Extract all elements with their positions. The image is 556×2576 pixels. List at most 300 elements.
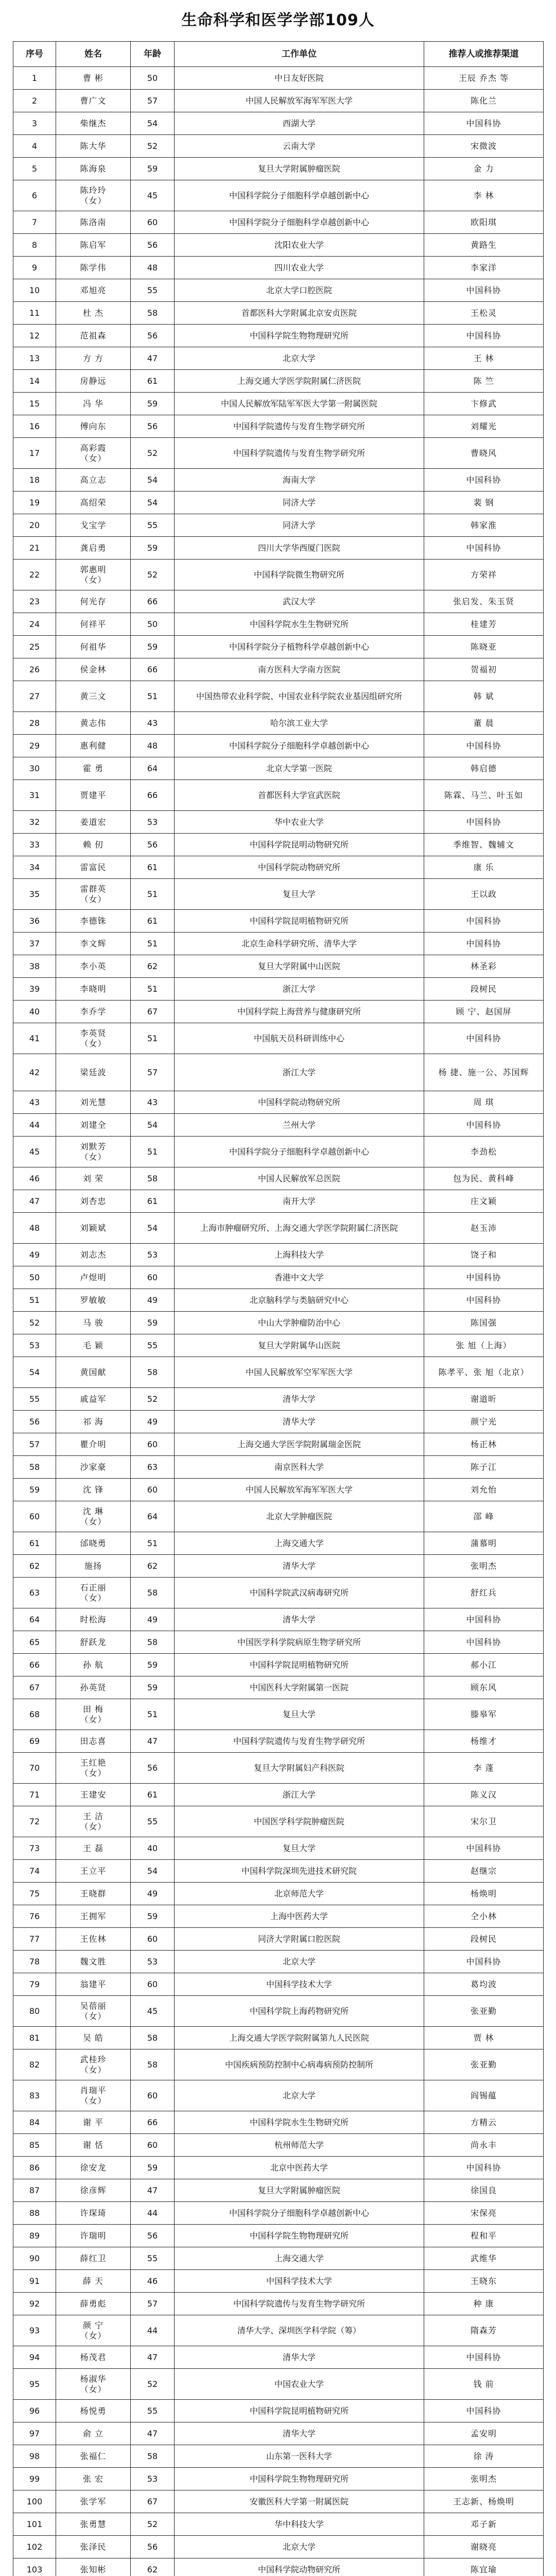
cell-recommender: 贾 林 — [424, 2027, 544, 2049]
cell-name: 王佐林 — [56, 1928, 131, 1951]
cell-organization: 杭州师范大学 — [175, 2134, 424, 2157]
cell-age: 44 — [131, 2202, 175, 2225]
cell-organization: 浙江大学 — [175, 978, 424, 1001]
table-row — [13, 1555, 544, 1578]
cell-name: 陈大华 — [56, 135, 131, 158]
table-row — [13, 1334, 544, 1357]
cell-recommender: 张亚勤 — [424, 2049, 544, 2080]
cell-index: 35 — [13, 879, 56, 910]
cell-age: 59 — [131, 393, 175, 415]
cell-age: 61 — [131, 856, 175, 879]
cell-organization: 同济大学 — [175, 492, 424, 514]
table-row — [13, 2293, 544, 2315]
cell-organization: 四川农业大学 — [175, 257, 424, 279]
cell-recommender: 中国科协 — [424, 1114, 544, 1137]
cell-name: 薛 天 — [56, 2270, 131, 2293]
cell-age: 51 — [131, 1023, 175, 1054]
cell-recommender: 中国科协 — [424, 279, 544, 302]
cell-name: 刘杏忠 — [56, 1190, 131, 1213]
cell-age: 67 — [131, 1001, 175, 1023]
table-row — [13, 67, 544, 90]
cell-age: 57 — [131, 90, 175, 112]
cell-age: 52 — [131, 560, 175, 590]
cell-name: 范祖森 — [56, 325, 131, 347]
cell-age: 60 — [131, 1266, 175, 1289]
table-row — [13, 1190, 544, 1213]
cell-recommender: 颜宁光 — [424, 1411, 544, 1433]
cell-organization: 中国科学技术大学 — [175, 2270, 424, 2293]
cell-recommender: 陈 竺 — [424, 370, 544, 393]
cell-recommender: 蒲慕明 — [424, 1532, 544, 1555]
cell-recommender: 谢道昕 — [424, 1388, 544, 1411]
cell-name: 王 洁 （女） — [56, 1806, 131, 1837]
cell-index: 23 — [13, 590, 56, 613]
cell-index: 96 — [13, 2400, 56, 2422]
cell-recommender: 宋尔卫 — [424, 1806, 544, 1837]
cell-name: 武桂珍 （女） — [56, 2049, 131, 2080]
cell-organization: 北京大学 — [175, 347, 424, 370]
cell-index: 50 — [13, 1266, 56, 1289]
cell-organization: 中国科学院昆明植物研究所 — [175, 2400, 424, 2422]
cell-organization: 上海中医药大学 — [175, 1905, 424, 1928]
cell-recommender: 林圣彩 — [424, 955, 544, 978]
cell-recommender: 孟安明 — [424, 2422, 544, 2445]
table-row — [13, 1289, 544, 1312]
cell-organization: 华中农业大学 — [175, 811, 424, 834]
cell-organization: 浙江大学 — [175, 1784, 424, 1806]
cell-recommender: 庄文颖 — [424, 1190, 544, 1213]
cell-index: 85 — [13, 2134, 56, 2157]
cell-name: 房静远 — [56, 370, 131, 393]
cell-name: 梁廷波 — [56, 1054, 131, 1091]
cell-name: 张勇慧 — [56, 2513, 131, 2536]
cell-age: 43 — [131, 1091, 175, 1114]
cell-index: 48 — [13, 1213, 56, 1244]
cell-recommender: 中国科协 — [424, 735, 544, 757]
cell-age: 58 — [131, 1357, 175, 1388]
cell-age: 45 — [131, 1996, 175, 2027]
cell-name: 许琛琦 — [56, 2202, 131, 2225]
cell-organization: 中国科学院深圳先进技术研究院 — [175, 1860, 424, 1883]
cell-organization: 北京大学肿瘤医院 — [175, 1501, 424, 1532]
cell-organization: 北京大学第一医院 — [175, 757, 424, 780]
cell-name: 祁 海 — [56, 1411, 131, 1433]
cell-age: 66 — [131, 780, 175, 811]
cell-name: 高彩霞 （女） — [56, 438, 131, 469]
cell-name: 杨淑华 （女） — [56, 2369, 131, 2400]
cell-age: 48 — [131, 257, 175, 279]
cell-recommender: 中国科协 — [424, 1266, 544, 1289]
cell-index: 75 — [13, 1883, 56, 1905]
cell-age: 54 — [131, 112, 175, 135]
cell-age: 40 — [131, 1837, 175, 1860]
cell-recommender: 方荣祥 — [424, 560, 544, 590]
table-row — [13, 2369, 544, 2400]
cell-name: 霍 勇 — [56, 757, 131, 780]
table-row — [13, 2225, 544, 2247]
cell-recommender: 顾 宁、赵国屏 — [424, 1001, 544, 1023]
cell-recommender: 王志新、杨焕明 — [424, 2490, 544, 2513]
table-row — [13, 1996, 544, 2027]
table-row — [13, 2179, 544, 2202]
cell-age: 58 — [131, 302, 175, 325]
cell-index: 36 — [13, 910, 56, 933]
cell-age: 61 — [131, 370, 175, 393]
table-row — [13, 234, 544, 257]
cell-recommender: 中国科协 — [424, 1289, 544, 1312]
cell-index: 63 — [13, 1578, 56, 1608]
cell-index: 52 — [13, 1312, 56, 1334]
candidates-table — [13, 41, 544, 2576]
cell-index: 68 — [13, 1699, 56, 1730]
cell-age: 60 — [131, 2134, 175, 2157]
cell-recommender: 裴 钢 — [424, 492, 544, 514]
cell-index: 84 — [13, 2111, 56, 2134]
cell-age: 60 — [131, 1433, 175, 1456]
cell-name: 冯 华 — [56, 393, 131, 415]
cell-name: 吴 皓 — [56, 2027, 131, 2049]
table-row — [13, 856, 544, 879]
cell-index: 16 — [13, 415, 56, 438]
cell-organization: 中国科学院遗传与发育生物学研究所 — [175, 415, 424, 438]
cell-name: 徐安龙 — [56, 2157, 131, 2179]
cell-organization: 清华大学、深圳医学科学院（筹） — [175, 2315, 424, 2346]
cell-organization: 南方医科大学南方医院 — [175, 658, 424, 681]
cell-name: 黄志伟 — [56, 712, 131, 735]
cell-organization: 中国科学院昆明植物研究所 — [175, 1654, 424, 1676]
cell-index: 89 — [13, 2225, 56, 2247]
cell-organization: 中国医学科学院肿瘤医院 — [175, 1806, 424, 1837]
cell-name: 郭惠明 （女） — [56, 560, 131, 590]
cell-name: 石正丽 （女） — [56, 1578, 131, 1608]
cell-index: 43 — [13, 1091, 56, 1114]
cell-organization: 山东第一医科大学 — [175, 2445, 424, 2468]
cell-organization: 中国科学院昆明动物研究所 — [175, 834, 424, 856]
cell-age: 47 — [131, 347, 175, 370]
cell-age: 51 — [131, 879, 175, 910]
cell-name: 邰晓勇 — [56, 1532, 131, 1555]
table-row — [13, 1860, 544, 1883]
cell-recommender: 陈子江 — [424, 1456, 544, 1479]
cell-index: 99 — [13, 2468, 56, 2490]
cell-recommender: 李劲松 — [424, 1137, 544, 1167]
cell-name: 刘颖斌 — [56, 1213, 131, 1244]
table-row — [13, 1951, 544, 1973]
cell-organization: 中日友好医院 — [175, 67, 424, 90]
cell-organization: 中国科学院遗传与发育生物学研究所 — [175, 2293, 424, 2315]
cell-index: 74 — [13, 1860, 56, 1883]
cell-recommender: 刘允怡 — [424, 1479, 544, 1501]
cell-name: 李英贤 （女） — [56, 1023, 131, 1054]
cell-name: 黄国献 — [56, 1357, 131, 1388]
cell-age: 59 — [131, 537, 175, 560]
cell-name: 雷群英 （女） — [56, 879, 131, 910]
cell-index: 78 — [13, 1951, 56, 1973]
cell-organization: 中国农业大学 — [175, 2369, 424, 2400]
cell-name: 何光存 — [56, 590, 131, 613]
cell-organization: 北京大学 — [175, 2080, 424, 2111]
table-row — [13, 978, 544, 1001]
cell-organization: 上海交通大学 — [175, 1532, 424, 1555]
table-row — [13, 257, 544, 279]
cell-index: 54 — [13, 1357, 56, 1388]
table-row — [13, 1388, 544, 1411]
table-row — [13, 2080, 544, 2111]
cell-age: 54 — [131, 492, 175, 514]
cell-organization: 西湖大学 — [175, 112, 424, 135]
cell-recommender: 饶子和 — [424, 1244, 544, 1266]
cell-index: 7 — [13, 211, 56, 234]
cell-index: 3 — [13, 112, 56, 135]
cell-age: 55 — [131, 279, 175, 302]
cell-name: 惠利健 — [56, 735, 131, 757]
table-row — [13, 780, 544, 811]
cell-organization: 首都医科大学宣武医院 — [175, 780, 424, 811]
cell-name: 罗敏敏 — [56, 1289, 131, 1312]
cell-index: 73 — [13, 1837, 56, 1860]
cell-recommender: 陈孝平、张 旭（北京） — [424, 1357, 544, 1388]
table-row — [13, 492, 544, 514]
cell-index: 19 — [13, 492, 56, 514]
cell-index: 2 — [13, 90, 56, 112]
table-row — [13, 438, 544, 469]
cell-index: 51 — [13, 1289, 56, 1312]
cell-age: 56 — [131, 834, 175, 856]
cell-organization: 南开大学 — [175, 1190, 424, 1213]
cell-index: 27 — [13, 681, 56, 712]
cell-age: 55 — [131, 1334, 175, 1357]
table-row — [13, 325, 544, 347]
cell-name: 张泽民 — [56, 2536, 131, 2558]
cell-name: 姜道宏 — [56, 811, 131, 834]
cell-organization: 上海市肿瘤研究所、上海交通大学医学院附属仁济医院 — [175, 1213, 424, 1244]
cell-organization: 中国科学院上海药物研究所 — [175, 1996, 424, 2027]
header-name: 姓名 — [56, 42, 131, 67]
cell-index: 32 — [13, 811, 56, 834]
cell-age: 58 — [131, 2049, 175, 2080]
cell-organization: 浙江大学 — [175, 1054, 424, 1091]
table-row — [13, 1244, 544, 1266]
cell-recommender: 邓子新 — [424, 2513, 544, 2536]
cell-recommender: 张明杰 — [424, 1555, 544, 1578]
cell-age: 60 — [131, 1479, 175, 1501]
cell-organization: 四川大学华西厦门医院 — [175, 537, 424, 560]
cell-name: 魏文胜 — [56, 1951, 131, 1973]
cell-index: 40 — [13, 1001, 56, 1023]
table-row — [13, 415, 544, 438]
cell-index: 64 — [13, 1608, 56, 1631]
cell-recommender: 中国科协 — [424, 811, 544, 834]
cell-organization: 中国科学院水生生物研究所 — [175, 2111, 424, 2134]
cell-organization: 清华大学 — [175, 2422, 424, 2445]
cell-organization: 北京大学 — [175, 2536, 424, 2558]
table-row — [13, 279, 544, 302]
cell-index: 94 — [13, 2346, 56, 2369]
cell-name: 徐彦辉 — [56, 2179, 131, 2202]
cell-name: 张福仁 — [56, 2445, 131, 2468]
cell-index: 13 — [13, 347, 56, 370]
cell-index: 65 — [13, 1631, 56, 1654]
table-row — [13, 514, 544, 537]
table-row — [13, 135, 544, 158]
cell-index: 55 — [13, 1388, 56, 1411]
cell-index: 81 — [13, 2027, 56, 2049]
cell-index: 30 — [13, 757, 56, 780]
cell-age: 61 — [131, 1784, 175, 1806]
cell-name: 李文辉 — [56, 933, 131, 955]
cell-recommender: 阎锡蕴 — [424, 2080, 544, 2111]
cell-age: 49 — [131, 1883, 175, 1905]
cell-recommender: 陈霖、马兰、叶玉如 — [424, 780, 544, 811]
cell-index: 24 — [13, 613, 56, 636]
cell-recommender: 隋森芳 — [424, 2315, 544, 2346]
cell-age: 51 — [131, 1532, 175, 1555]
cell-index: 4 — [13, 135, 56, 158]
cell-index: 86 — [13, 2157, 56, 2179]
cell-organization: 中国医科大学附属第一医院 — [175, 1676, 424, 1699]
cell-age: 62 — [131, 2558, 175, 2576]
cell-organization: 北京脑科学与类脑研究中心 — [175, 1289, 424, 1312]
cell-index: 12 — [13, 325, 56, 347]
cell-age: 52 — [131, 1388, 175, 1411]
cell-organization: 清华大学 — [175, 1608, 424, 1631]
cell-age: 55 — [131, 2400, 175, 2422]
cell-index: 58 — [13, 1456, 56, 1479]
cell-organization: 中国科学院动物研究所 — [175, 1091, 424, 1114]
cell-organization: 中国科学院分子细胞科学卓越创新中心 — [175, 180, 424, 211]
cell-organization: 中国人民解放军空军军医大学 — [175, 1357, 424, 1388]
cell-organization: 上海交通大学 — [175, 2247, 424, 2270]
cell-recommender: 李 蓬 — [424, 1753, 544, 1784]
cell-name: 孙 航 — [56, 1654, 131, 1676]
cell-age: 64 — [131, 757, 175, 780]
cell-organization: 复旦大学附属妇产科医院 — [175, 1753, 424, 1784]
cell-index: 56 — [13, 1411, 56, 1433]
cell-recommender: 杨 捷、施一公、苏国辉 — [424, 1054, 544, 1091]
table-row — [13, 560, 544, 590]
cell-age: 47 — [131, 2179, 175, 2202]
cell-name: 戈宝学 — [56, 514, 131, 537]
cell-index: 21 — [13, 537, 56, 560]
cell-name: 沈 琳 （女） — [56, 1501, 131, 1532]
cell-recommender: 中国科协 — [424, 469, 544, 492]
cell-name: 曹广文 — [56, 90, 131, 112]
table-row — [13, 1730, 544, 1753]
cell-index: 71 — [13, 1784, 56, 1806]
cell-organization: 中山大学肿瘤防治中心 — [175, 1312, 424, 1334]
cell-name: 毛 颖 — [56, 1334, 131, 1357]
cell-organization: 中国科学院分子细胞科学卓越创新中心 — [175, 2202, 424, 2225]
cell-index: 8 — [13, 234, 56, 257]
cell-age: 57 — [131, 2293, 175, 2315]
cell-name: 张知彬 — [56, 2558, 131, 2576]
cell-organization: 中国科学院生物物理研究所 — [175, 2225, 424, 2247]
cell-organization: 复旦大学 — [175, 1699, 424, 1730]
cell-age: 67 — [131, 2490, 175, 2513]
cell-organization: 兰州大学 — [175, 1114, 424, 1137]
cell-name: 刘 荣 — [56, 1167, 131, 1190]
cell-organization: 安徽医科大学第一附属医院 — [175, 2490, 424, 2513]
cell-age: 59 — [131, 636, 175, 658]
cell-index: 62 — [13, 1555, 56, 1578]
cell-index: 72 — [13, 1806, 56, 1837]
cell-organization: 同济大学 — [175, 514, 424, 537]
cell-age: 47 — [131, 2422, 175, 2445]
cell-index: 6 — [13, 180, 56, 211]
cell-organization: 中国科学院分子细胞科学卓越创新中心 — [175, 735, 424, 757]
cell-age: 60 — [131, 211, 175, 234]
cell-index: 31 — [13, 780, 56, 811]
cell-recommender: 中国科协 — [424, 2346, 544, 2369]
table-row — [13, 1411, 544, 1433]
cell-age: 59 — [131, 1654, 175, 1676]
cell-age: 53 — [131, 2468, 175, 2490]
table-row — [13, 112, 544, 135]
table-row — [13, 1266, 544, 1289]
table-row — [13, 180, 544, 211]
cell-name: 杨悦勇 — [56, 2400, 131, 2422]
cell-recommender: 曹晓风 — [424, 438, 544, 469]
cell-name: 何祥平 — [56, 613, 131, 636]
cell-age: 51 — [131, 1137, 175, 1167]
cell-index: 33 — [13, 834, 56, 856]
cell-age: 66 — [131, 658, 175, 681]
cell-age: 50 — [131, 613, 175, 636]
header-age: 年龄 — [131, 42, 175, 67]
cell-organization: 复旦大学 — [175, 1837, 424, 1860]
cell-organization: 上海交通大学医学院附属瑞金医院 — [175, 1433, 424, 1456]
cell-age: 62 — [131, 955, 175, 978]
table-row — [13, 469, 544, 492]
table-row — [13, 1753, 544, 1784]
cell-name: 许瑞明 — [56, 2225, 131, 2247]
cell-recommender: 钱 前 — [424, 2369, 544, 2400]
cell-name: 舒跃龙 — [56, 1631, 131, 1654]
cell-index: 91 — [13, 2270, 56, 2293]
cell-age: 53 — [131, 811, 175, 834]
cell-age: 56 — [131, 2536, 175, 2558]
cell-recommender: 徐 涛 — [424, 2445, 544, 2468]
cell-age: 43 — [131, 712, 175, 735]
cell-organization: 中国科学院分子细胞科学卓越创新中心 — [175, 1137, 424, 1167]
cell-organization: 北京生命科学研究所、清华大学 — [175, 933, 424, 955]
cell-index: 42 — [13, 1054, 56, 1091]
page-title: 生命科学和医学学部109人 — [13, 0, 543, 41]
table-row — [13, 1054, 544, 1091]
cell-name: 杜 杰 — [56, 302, 131, 325]
cell-recommender: 宋保亮 — [424, 2202, 544, 2225]
cell-index: 20 — [13, 514, 56, 537]
cell-name: 雷富民 — [56, 856, 131, 879]
cell-age: 44 — [131, 2315, 175, 2346]
cell-name: 黄三文 — [56, 681, 131, 712]
cell-organization: 哈尔滨工业大学 — [175, 712, 424, 735]
cell-name: 陈洛南 — [56, 211, 131, 234]
cell-age: 52 — [131, 2369, 175, 2400]
cell-organization: 中国科学院动物研究所 — [175, 2558, 424, 2576]
cell-organization: 中国医学科学院病原生物学研究所 — [175, 1631, 424, 1654]
cell-age: 58 — [131, 1167, 175, 1190]
cell-name: 王红艳 （女） — [56, 1753, 131, 1784]
cell-index: 45 — [13, 1137, 56, 1167]
cell-recommender: 谢晓亮 — [424, 2536, 544, 2558]
cell-organization: 中国人民解放军总医院 — [175, 1167, 424, 1190]
table-row — [13, 158, 544, 180]
cell-name: 邓旭亮 — [56, 279, 131, 302]
cell-age: 58 — [131, 1578, 175, 1608]
table-row — [13, 1608, 544, 1631]
cell-index: 98 — [13, 2445, 56, 2468]
